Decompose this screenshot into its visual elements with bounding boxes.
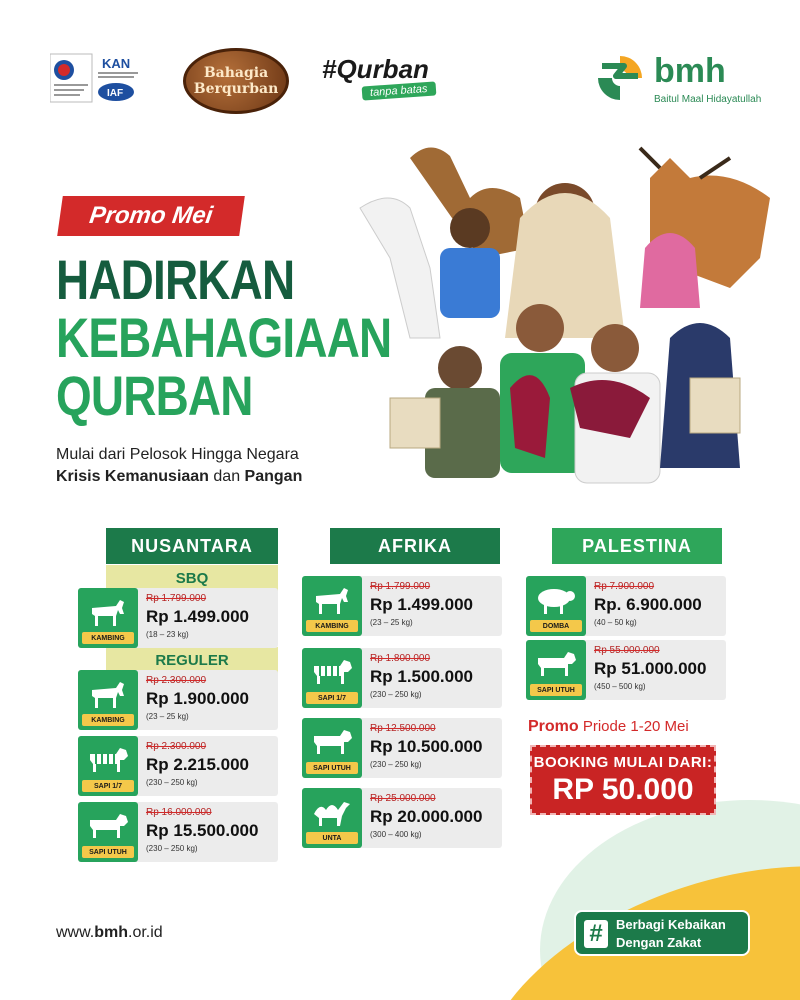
animal-tag: SAPI 1/7 bbox=[306, 692, 358, 704]
new-price: Rp. 6.900.000 bbox=[594, 595, 702, 614]
kan-text: KAN bbox=[102, 56, 131, 71]
old-price: Rp 55.000.000 bbox=[594, 645, 660, 656]
weight-range: (230 – 250 kg) bbox=[146, 844, 198, 853]
iaf-text: IAF bbox=[107, 88, 124, 99]
subheader-sbq: SBQ bbox=[106, 565, 278, 591]
price-card bbox=[78, 670, 278, 730]
subheader-reguler: REGULER bbox=[106, 647, 278, 673]
bahagia-berqurban-logo bbox=[183, 48, 289, 114]
weight-range: (23 – 25 kg) bbox=[146, 712, 189, 721]
price-card bbox=[302, 788, 502, 848]
price-card bbox=[526, 640, 726, 700]
hash-icon: # bbox=[584, 920, 608, 948]
header-afrika: AFRIKA bbox=[330, 528, 500, 564]
header-nusantara: NUSANTARA bbox=[106, 528, 278, 564]
price-card bbox=[302, 648, 502, 708]
promo-word: Promo bbox=[528, 718, 579, 735]
headline-line-3: QURBAN bbox=[56, 364, 253, 427]
hero-photo-collage bbox=[350, 138, 780, 508]
booking-line: BOOKING MULAI DARI: bbox=[533, 754, 713, 771]
certification-logos bbox=[50, 52, 142, 104]
old-price: Rp 2.300.000 bbox=[146, 675, 207, 686]
old-price: Rp 16.000.000 bbox=[146, 807, 212, 818]
hashtag-logo bbox=[322, 54, 462, 104]
price-card bbox=[78, 588, 278, 648]
badge-line-1: Bahagia bbox=[203, 65, 269, 81]
new-price: Rp 1.499.000 bbox=[146, 607, 250, 626]
animal-tag: KAMBING bbox=[306, 620, 358, 632]
new-price: Rp 1.900.000 bbox=[146, 689, 250, 708]
bmh-logo bbox=[594, 52, 764, 108]
weight-range: (450 – 500 kg) bbox=[594, 682, 646, 691]
price-card bbox=[302, 576, 502, 636]
weight-range: (230 – 250 kg) bbox=[370, 690, 422, 699]
new-price: Rp 2.215.000 bbox=[146, 755, 250, 774]
website-bold: bmh bbox=[94, 924, 129, 941]
animal-tag: SAPI UTUH bbox=[530, 684, 582, 696]
old-price: Rp 7.900.000 bbox=[594, 581, 655, 592]
subline-1: Mulai dari Pelosok Hingga Negara bbox=[56, 446, 299, 463]
price-card bbox=[78, 802, 278, 862]
price-card bbox=[302, 718, 502, 778]
zakat-line-2: Dengan Zakat bbox=[616, 935, 702, 950]
animal-tag: DOMBA bbox=[530, 620, 582, 632]
new-price: Rp 1.500.000 bbox=[370, 667, 474, 686]
new-price: Rp 10.500.000 bbox=[370, 737, 483, 756]
animal-tag: SAPI UTUH bbox=[82, 846, 134, 858]
weight-range: (40 – 50 kg) bbox=[594, 618, 637, 627]
subline-2-mid: dan bbox=[208, 468, 245, 485]
new-price: Rp 1.499.000 bbox=[370, 595, 474, 614]
badge-line-2: Berqurban bbox=[193, 81, 279, 97]
subline-2 bbox=[56, 468, 302, 486]
bmh-word: bmh bbox=[654, 52, 726, 90]
old-price: Rp 1.799.000 bbox=[370, 581, 431, 592]
price-card bbox=[78, 736, 278, 796]
price-card bbox=[526, 576, 726, 636]
old-price: Rp 2.300.000 bbox=[146, 741, 207, 752]
promo-period bbox=[528, 718, 689, 736]
zakat-line-1: Berbagi Kebaikan bbox=[616, 917, 726, 932]
bmh-sub: Baitul Maal Hidayatullah bbox=[654, 94, 762, 105]
hashtag-sub: tanpa batas bbox=[362, 81, 436, 100]
animal-tag: KAMBING bbox=[82, 632, 134, 644]
new-price: Rp 51.000.000 bbox=[594, 659, 707, 678]
subline-2-bold2: Pangan bbox=[244, 468, 303, 485]
hashtag-text: #Qurban bbox=[322, 54, 429, 84]
weight-range: (300 – 400 kg) bbox=[370, 830, 422, 839]
website-pre: www. bbox=[56, 924, 95, 941]
headline-line-1: HADIRKAN bbox=[56, 248, 295, 311]
animal-tag: UNTA bbox=[306, 832, 358, 844]
header-palestina: PALESTINA bbox=[552, 528, 722, 564]
new-price: Rp 15.500.000 bbox=[146, 821, 259, 840]
weight-range: (230 – 250 kg) bbox=[146, 778, 198, 787]
weight-range: (23 – 25 kg) bbox=[370, 618, 413, 627]
animal-tag: SAPI 1/7 bbox=[82, 780, 134, 792]
promo-mei-label: Promo Mei bbox=[57, 196, 245, 236]
weight-range: (18 – 23 kg) bbox=[146, 630, 189, 639]
promo-period-text: Priode 1-20 Mei bbox=[578, 718, 689, 735]
website-post: .or.id bbox=[128, 924, 163, 941]
zakat-badge bbox=[574, 910, 750, 956]
animal-tag: KAMBING bbox=[82, 714, 134, 726]
animal-tag: SAPI UTUH bbox=[306, 762, 358, 774]
old-price: Rp 1.799.000 bbox=[146, 593, 207, 604]
old-price: Rp 1.800.000 bbox=[370, 653, 431, 664]
old-price: Rp 25.000.000 bbox=[370, 793, 436, 804]
website-link[interactable] bbox=[56, 924, 163, 942]
subline-2-bold: Krisis Kemanusiaan bbox=[56, 468, 209, 485]
weight-range: (230 – 250 kg) bbox=[370, 760, 422, 769]
new-price: Rp 20.000.000 bbox=[370, 807, 483, 826]
bmh-mark-icon bbox=[594, 52, 646, 104]
headline-line-2: KEBAHAGIAAN bbox=[56, 306, 392, 369]
old-price: Rp 12.500.000 bbox=[370, 723, 436, 734]
booking-amount: RP 50.000 bbox=[552, 773, 694, 806]
booking-box bbox=[530, 745, 716, 815]
